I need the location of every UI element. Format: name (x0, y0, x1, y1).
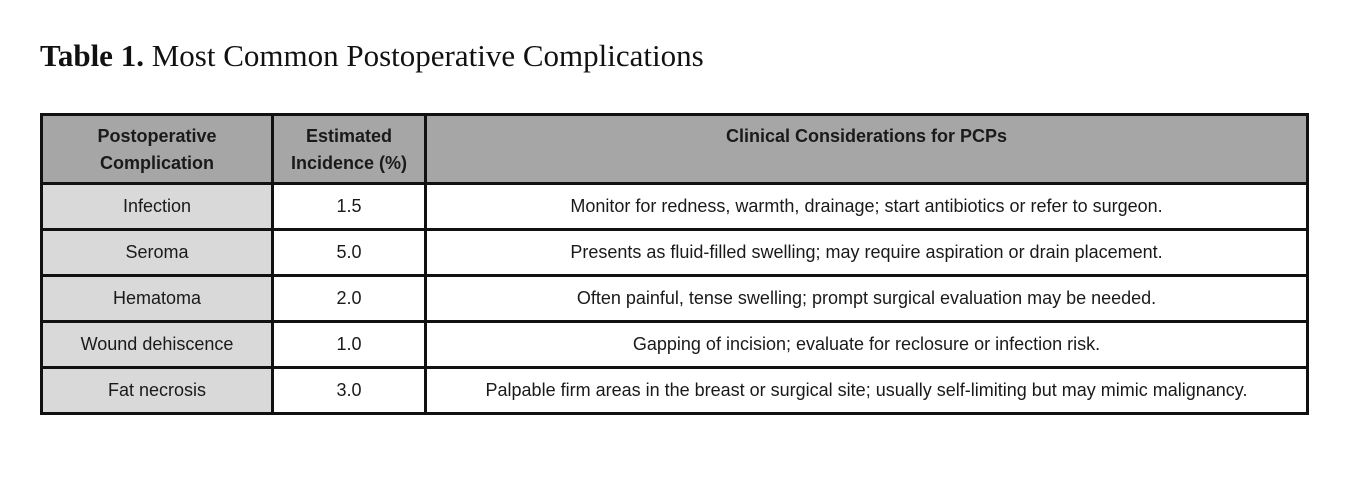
table-row (42, 322, 1308, 368)
header-complication: Postoperative Complication (42, 115, 273, 184)
header-incidence: Estimated Incidence (%) (273, 115, 426, 184)
table-row (42, 184, 1308, 230)
cell-incidence: 5.0 (273, 230, 426, 276)
table-header-row (42, 115, 1308, 184)
cell-complication: Wound dehiscence (42, 322, 273, 368)
cell-incidence: 2.0 (273, 276, 426, 322)
cell-considerations: Palpable firm areas in the breast or surgical site; usually self-limiting but may mimic malignancy. (426, 368, 1308, 414)
header-considerations: Clinical Considerations for PCPs (426, 115, 1308, 184)
table-row (42, 368, 1308, 414)
cell-considerations: Gapping of incision; evaluate for reclosure or infection risk. (426, 322, 1308, 368)
table-caption-title: Most Common Postoperative Complications (151, 38, 704, 73)
table-caption (40, 38, 704, 74)
table-row (42, 230, 1308, 276)
cell-complication: Seroma (42, 230, 273, 276)
complications-table (40, 113, 1309, 415)
table-row (42, 276, 1308, 322)
cell-complication: Hematoma (42, 276, 273, 322)
cell-considerations: Presents as fluid-filled swelling; may require aspiration or drain placement. (426, 230, 1308, 276)
cell-considerations: Often painful, tense swelling; prompt surgical evaluation may be needed. (426, 276, 1308, 322)
cell-considerations: Monitor for redness, warmth, drainage; start antibiotics or refer to surgeon. (426, 184, 1308, 230)
cell-complication: Infection (42, 184, 273, 230)
cell-incidence: 1.5 (273, 184, 426, 230)
cell-incidence: 3.0 (273, 368, 426, 414)
cell-incidence: 1.0 (273, 322, 426, 368)
cell-complication: Fat necrosis (42, 368, 273, 414)
table-caption-label: Table 1. (40, 38, 144, 73)
